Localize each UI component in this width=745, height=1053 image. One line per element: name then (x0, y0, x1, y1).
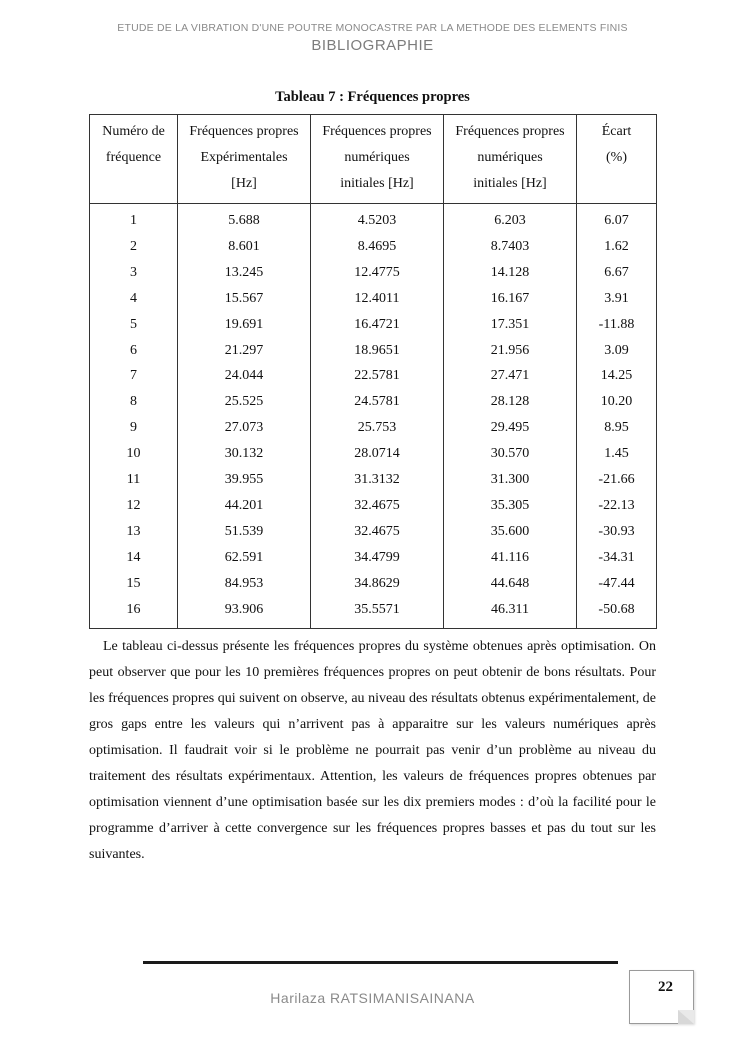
table-cell: 18.9651 (311, 338, 444, 364)
page-number-box (629, 970, 694, 1024)
table-cell: 29.495 (444, 415, 577, 441)
table-cell: 5.688 (178, 204, 311, 234)
table-cell: 8.4695 (311, 234, 444, 260)
table-cell: 25.753 (311, 415, 444, 441)
table-cell: 62.591 (178, 545, 311, 571)
column-header-line: numériques (344, 150, 410, 165)
table-cell: 21.956 (444, 338, 577, 364)
table-cell: 13 (90, 519, 178, 545)
table-cell: 16 (90, 597, 178, 628)
table-cell: 17.351 (444, 312, 577, 338)
table-cell: 27.073 (178, 415, 311, 441)
table-cell: 1.62 (577, 234, 657, 260)
table-cell: 6.07 (577, 204, 657, 234)
table-cell: -34.31 (577, 545, 657, 571)
table-cell: 84.953 (178, 571, 311, 597)
column-header-line: Écart (601, 124, 632, 139)
table-cell: -30.93 (577, 519, 657, 545)
table-cell: -21.66 (577, 467, 657, 493)
table-cell: 5 (90, 312, 178, 338)
table-row (90, 597, 657, 628)
table-cell: 10 (90, 441, 178, 467)
table-cell: 15.567 (178, 286, 311, 312)
table-cell: 6.67 (577, 260, 657, 286)
column-header (577, 115, 657, 204)
table-caption: Tableau 7 : Fréquences propres (275, 89, 470, 105)
table-cell: -50.68 (577, 597, 657, 628)
table-cell: 41.116 (444, 545, 577, 571)
table-cell: -11.88 (577, 312, 657, 338)
table-cell: 22.5781 (311, 363, 444, 389)
column-header-line: numériques (477, 150, 543, 165)
table-row (90, 441, 657, 467)
table-row (90, 234, 657, 260)
table-cell: 14 (90, 545, 178, 571)
table-cell: 35.600 (444, 519, 577, 545)
table-cell: 30.132 (178, 441, 311, 467)
table-cell: 3.09 (577, 338, 657, 364)
running-header-title: ETUDE DE LA VIBRATION D'UNE POUTRE MONOCASTRE PAR LA METHODE DES ELEMENTS FINIS (117, 22, 628, 34)
table-cell: 8.95 (577, 415, 657, 441)
table-row (90, 286, 657, 312)
table-row (90, 415, 657, 441)
column-header (178, 115, 311, 204)
table-cell: 24.044 (178, 363, 311, 389)
page-number: 22 (658, 979, 673, 995)
table-row (90, 519, 657, 545)
table-row (90, 571, 657, 597)
table-header (90, 115, 657, 204)
table-cell: 6 (90, 338, 178, 364)
table-cell: 11 (90, 467, 178, 493)
table-cell: 16.167 (444, 286, 577, 312)
table-row (90, 363, 657, 389)
table-cell: -47.44 (577, 571, 657, 597)
table-cell: 21.297 (178, 338, 311, 364)
table-cell: 35.5571 (311, 597, 444, 628)
column-header-line: Fréquences propres (455, 124, 565, 139)
table-cell: 3.91 (577, 286, 657, 312)
frequency-table (89, 114, 657, 629)
table-cell: 28.0714 (311, 441, 444, 467)
table-cell: 27.471 (444, 363, 577, 389)
table-cell: 4.5203 (311, 204, 444, 234)
table-cell: 9 (90, 415, 178, 441)
column-header-line: Numéro de (102, 124, 165, 139)
table-cell: 30.570 (444, 441, 577, 467)
table-cell: 13.245 (178, 260, 311, 286)
column-header-line: Fréquences propres (322, 124, 432, 139)
table-cell: 51.539 (178, 519, 311, 545)
table-cell: 6.203 (444, 204, 577, 234)
page-curl-icon (678, 1010, 694, 1024)
table-cell: 1.45 (577, 441, 657, 467)
table-cell: 93.906 (178, 597, 311, 628)
table-row (90, 389, 657, 415)
table-cell: 16.4721 (311, 312, 444, 338)
table-row (90, 493, 657, 519)
table-cell: 1 (90, 204, 178, 234)
table-cell: 28.128 (444, 389, 577, 415)
table-row (90, 545, 657, 571)
table-body (90, 204, 657, 629)
table-cell: 34.8629 (311, 571, 444, 597)
table-cell: 4 (90, 286, 178, 312)
table-cell: 34.4799 (311, 545, 444, 571)
column-header-line: initiales [Hz] (340, 176, 414, 191)
column-header-line: fréquence (105, 150, 162, 165)
table-cell: 32.4675 (311, 519, 444, 545)
table-cell: 12 (90, 493, 178, 519)
footer-divider (143, 961, 618, 964)
table-cell: 15 (90, 571, 178, 597)
table-row (90, 204, 657, 234)
column-header-line: [Hz] (231, 176, 257, 191)
table-cell: 35.305 (444, 493, 577, 519)
author-name: Harilaza RATSIMANISAINANA (270, 990, 475, 1006)
table-cell: 25.525 (178, 389, 311, 415)
table-cell: 8.7403 (444, 234, 577, 260)
table-cell: 19.691 (178, 312, 311, 338)
table-cell: 44.648 (444, 571, 577, 597)
table-cell: 46.311 (444, 597, 577, 628)
table-cell: 10.20 (577, 389, 657, 415)
body-paragraph: Le tableau ci-dessus présente les fréquences propres du système obtenues après optimisation. On peut observer que pour les 10 premières fréquences propres on peut obtenir de bons résultats. Pour les fréquences propres qui suivent on observe, au niveau des résultats obtenus expérimentalement, de gros gaps entre les valeurs qui n’arrivent pas à apparaitre sur les valeurs numériques après optimisation. Il faudrait voir si le problème ne pourrait pas venir d’un problème au niveau du traitement des résultats expérimentaux. Attention, les valeurs de fréquences propres obtenues par optimisation viennent d’une optimisation basée sur les dix premiers modes : d’où la facilité pour le programme d’arriver à cette convergence sur les fréquences propres basses et pas du tout sur les suivantes. (89, 639, 656, 862)
table-cell: 12.4011 (311, 286, 444, 312)
table-cell: 8.601 (178, 234, 311, 260)
table-row (90, 338, 657, 364)
table-cell: 2 (90, 234, 178, 260)
column-header (444, 115, 577, 204)
column-header (90, 115, 178, 204)
column-header-line: initiales [Hz] (473, 176, 547, 191)
table-cell: -22.13 (577, 493, 657, 519)
table-row (90, 312, 657, 338)
table-row (90, 260, 657, 286)
table-cell: 39.955 (178, 467, 311, 493)
table-cell: 31.300 (444, 467, 577, 493)
column-header (311, 115, 444, 204)
table-cell: 7 (90, 363, 178, 389)
table-cell: 14.128 (444, 260, 577, 286)
table-row (90, 467, 657, 493)
column-header-line: (%) (606, 150, 627, 165)
table-cell: 32.4675 (311, 493, 444, 519)
table-cell: 12.4775 (311, 260, 444, 286)
table-cell: 3 (90, 260, 178, 286)
column-header-line: Fréquences propres (189, 124, 299, 139)
table-cell: 8 (90, 389, 178, 415)
running-header-section: BIBLIOGRAPHIE (311, 37, 434, 54)
column-header-line: Expérimentales (200, 150, 288, 165)
table-cell: 24.5781 (311, 389, 444, 415)
table-header-row (90, 115, 657, 204)
table-cell: 14.25 (577, 363, 657, 389)
table-cell: 31.3132 (311, 467, 444, 493)
table-cell: 44.201 (178, 493, 311, 519)
